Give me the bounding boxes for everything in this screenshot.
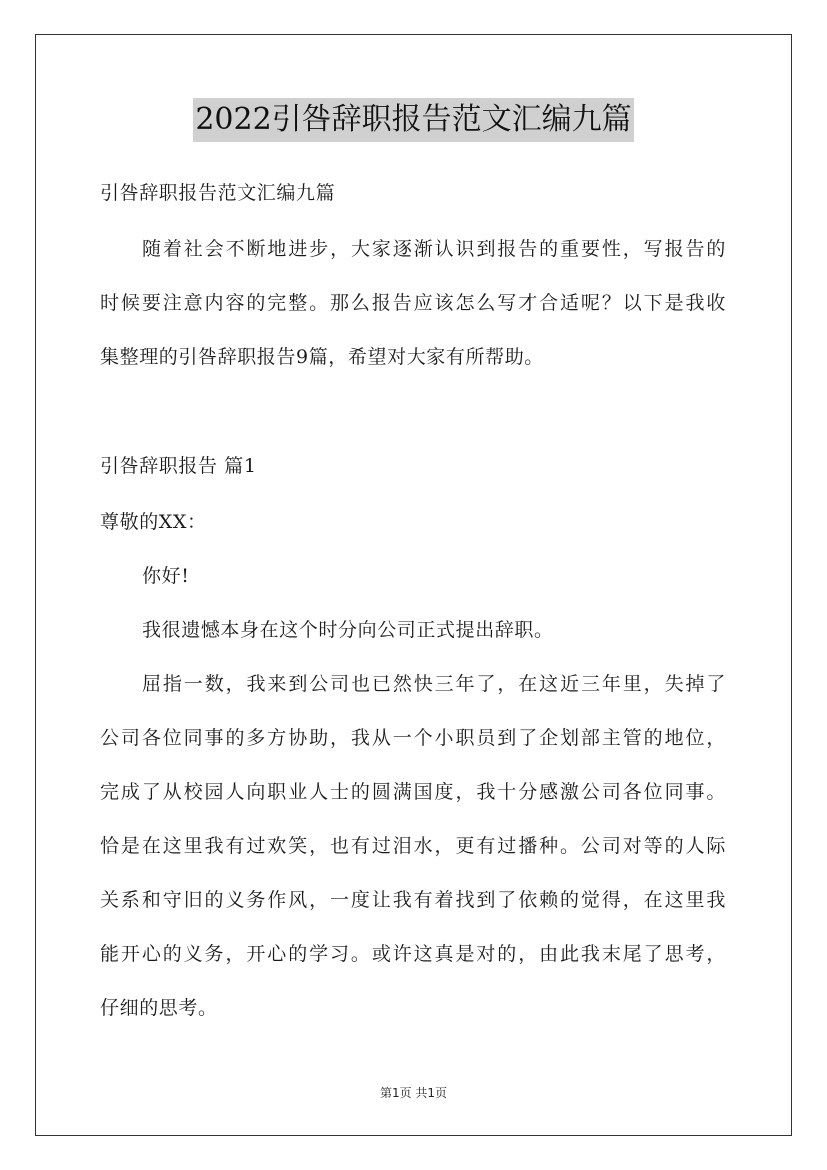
- paragraph-2-line-4: 恰是在这里我有过欢笑，也有过泪水，更有过播种。公司对等的人际: [100, 835, 726, 857]
- paragraph-2-line-7: 仔细的思考。: [100, 997, 218, 1019]
- intro-line-2: 时候要注意内容的完整。那么报告应该怎么写才合适呢？以下是我收: [100, 292, 726, 314]
- salutation: 尊敬的XX：: [100, 511, 207, 533]
- section-heading: 引咎辞职报告 篇1: [100, 455, 257, 477]
- paragraph-2-line-3: 完成了从校园人向职业人士的圆满国度，我十分感激公司各位同事。: [100, 781, 726, 803]
- document-subtitle: 引咎辞职报告范文汇编九篇: [100, 182, 336, 204]
- page-footer: 第1页 共1页: [379, 1086, 448, 1100]
- paragraph-2-line-6: 能开心的义务，开心的学习。或许这真是对的，由此我末尾了思考，: [100, 943, 726, 965]
- paragraph-2-line-5: 关系和守旧的义务作风，一度让我有着找到了依赖的觉得，在这里我: [100, 889, 726, 911]
- greeting: 你好!: [142, 565, 190, 587]
- document-title: 2022引咎辞职报告范文汇编九篇: [193, 98, 633, 142]
- intro-line-1: 随着社会不断地进步，大家逐渐认识到报告的重要性，写报告的: [142, 238, 726, 260]
- title-wrap: [0, 98, 827, 142]
- paragraph-2-line-2: 公司各位同事的多方协助，我从一个小职员到了企划部主管的地位，: [100, 727, 726, 749]
- paragraph-1: 我很遗憾本身在这个时分向公司正式提出辞职。: [142, 619, 554, 641]
- intro-line-3: 集整理的引咎辞职报告9篇，希望对大家有所帮助。: [100, 346, 544, 368]
- paragraph-2-line-1: 屈指一数，我来到公司也已然快三年了，在这近三年里，失掉了: [142, 673, 726, 695]
